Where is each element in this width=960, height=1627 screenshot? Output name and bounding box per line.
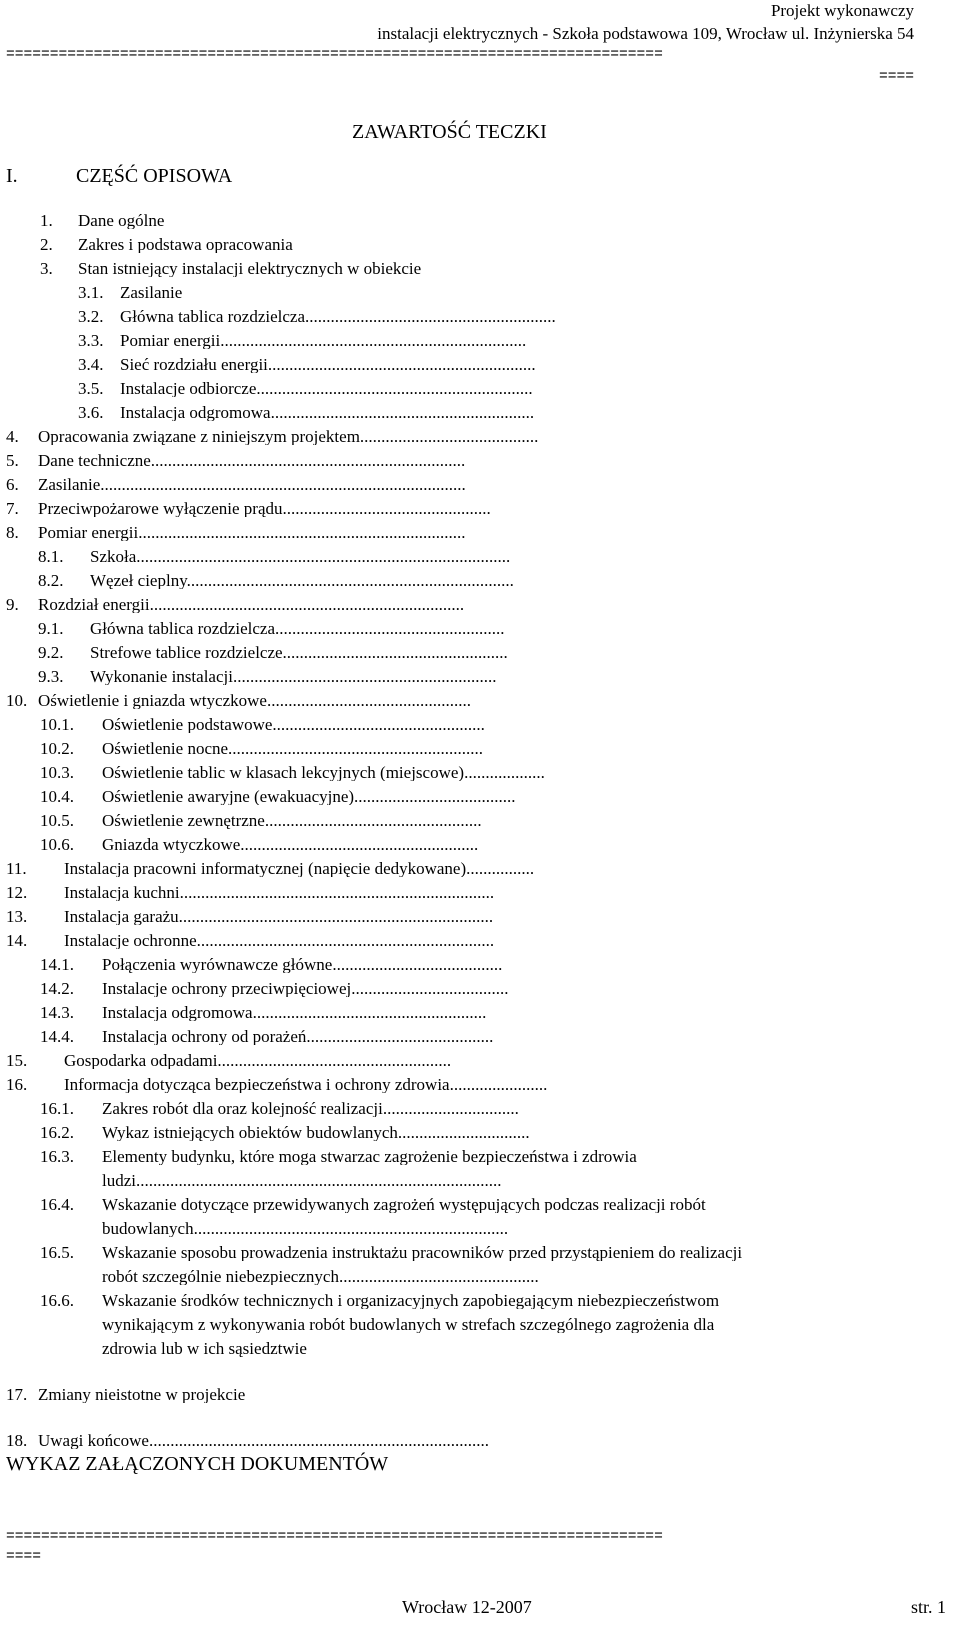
toc-entry-title: Pomiar energii............................................................................. — [38, 524, 466, 541]
toc-entry — [0, 644, 900, 666]
toc-entry-number: 10.5. — [40, 811, 74, 830]
toc-entry — [0, 1220, 900, 1242]
toc-entry-title: Elementy budynku, które moga stwarzac zagrożenie bezpieczeństwa i zdrowia — [102, 1148, 637, 1165]
toc-entry-number: 16.6. — [40, 1291, 74, 1310]
toc-entry-title: Instalacja odgromowa.............................................................. — [120, 404, 535, 421]
toc-entry — [0, 764, 900, 786]
toc-entry-number: 14.3. — [40, 1003, 74, 1022]
page-title: ZAWARTOŚĆ TECZKI — [352, 121, 547, 143]
toc-entry — [0, 884, 900, 906]
toc-entry — [0, 572, 900, 594]
toc-entry-number: 9.1. — [38, 619, 64, 638]
toc-entry — [0, 836, 900, 858]
toc-entry-title: Oświetlenie tablic w klasach lekcyjnych (miejscowe)................... — [102, 764, 545, 781]
toc-entry — [0, 1148, 900, 1170]
toc-entry-title: Oświetlenie podstawowe.................................................. — [102, 716, 485, 733]
toc-entry-number: 3.2. — [78, 307, 104, 326]
toc-entry-title: Szkoła........................................................................................ — [90, 548, 511, 565]
toc-entry-title: Uwagi końcowe................................................................................ — [38, 1432, 489, 1449]
toc-entry-title: budowlanych.......................................................................... — [102, 1220, 509, 1237]
toc-entry-number: 10.3. — [40, 763, 74, 782]
toc-entry — [0, 692, 900, 714]
toc-entry-title: Zakres robót dla oraz kolejność realizacji................................ — [102, 1100, 519, 1117]
toc-entry — [0, 788, 900, 810]
toc-entry-title: Rozdział energii.......................................................................... — [38, 596, 465, 613]
toc-entry — [0, 380, 900, 402]
toc-entry-number: 16.5. — [40, 1243, 74, 1262]
toc-entry — [0, 1100, 900, 1122]
toc-entry — [0, 308, 900, 330]
toc-entry — [0, 932, 900, 954]
toc-entry-number: 10.4. — [40, 787, 74, 806]
toc-entry — [0, 452, 900, 474]
toc-entry-number: 15. — [6, 1051, 28, 1070]
toc-entry-title: Zmiany nieistotne w projekcie — [38, 1386, 246, 1403]
toc-entry — [0, 428, 900, 450]
toc-entry-title: Oświetlenie zewnętrzne................................................... — [102, 812, 482, 829]
toc-entry — [0, 356, 900, 378]
toc-entry-number: 10. — [6, 691, 28, 710]
toc-entry-number: 3.1. — [78, 283, 104, 302]
toc-entry-title: wynikającym z wykonywania robót budowlanych w strefach szczególnego zagrożenia dla — [102, 1316, 715, 1333]
toc-entry-number: 16.1. — [40, 1099, 74, 1118]
toc-entry — [0, 812, 900, 834]
toc-entry — [0, 596, 900, 618]
toc-entry — [0, 1076, 900, 1098]
toc-entry-number: 14.1. — [40, 955, 74, 974]
toc-entry-title: Wskazanie sposobu prowadzenia instruktażu pracowników przed przystąpieniem do realizacji — [102, 1244, 743, 1261]
toc-entry-title: Dane ogólne — [78, 212, 165, 229]
toc-entry-title: Instalacje ochronne...................................................................... — [64, 932, 495, 949]
toc-entry-title: Sieć rozdziału energii............................................................... — [120, 356, 536, 373]
toc-entry-number: 12. — [6, 883, 28, 902]
toc-entry-title: Zasilanie — [120, 284, 183, 301]
footer-place-date: Wrocław 12-2007 — [402, 1597, 532, 1617]
toc-entry-title: Instalacja ochrony od porażeń............................................ — [102, 1028, 494, 1045]
toc-entry-number: 10.6. — [40, 835, 74, 854]
toc-entry-title: Instalacja odgromowa....................................................... — [102, 1004, 487, 1021]
toc-entry — [0, 476, 900, 498]
toc-entry-title: robót szczególnie niebezpiecznych............................................... — [102, 1268, 539, 1285]
toc-entry-number: 2. — [40, 235, 53, 254]
footer-page-number: str. 1 — [910, 1597, 946, 1617]
toc-entry — [0, 548, 900, 570]
toc-entry-title: Wykaz istniejących obiektów budowlanych............................... — [102, 1124, 530, 1141]
toc-entry-number: 7. — [6, 499, 19, 518]
toc-entry — [0, 740, 900, 762]
toc-entry — [0, 1004, 900, 1026]
toc-entry-number: 3.3. — [78, 331, 104, 350]
toc-entry-title: Zakres i podstawa opracowania — [78, 236, 293, 253]
toc-entry-number: 8. — [6, 523, 19, 542]
toc-entry-title: Dane techniczne.......................................................................... — [38, 452, 466, 469]
toc-entry — [0, 500, 900, 522]
section-heading — [0, 166, 600, 190]
toc-entry-title: Instalacja pracowni informatycznej (napięcie dedykowane)................ — [64, 860, 535, 877]
toc-entry-number: 14.4. — [40, 1027, 74, 1046]
toc-entry — [0, 1244, 900, 1266]
toc-entry-number: 4. — [6, 427, 19, 446]
toc-entry-title: ludzi...................................................................................... — [102, 1172, 502, 1189]
toc-entry — [0, 908, 900, 930]
toc-entry-title: Przeciwpożarowe wyłączenie prądu................................................. — [38, 500, 491, 517]
toc-entry — [0, 1028, 900, 1050]
toc-entry — [0, 1292, 900, 1314]
toc-entry-title: Połączenia wyrównawcze główne........................................ — [102, 956, 503, 973]
toc-entry — [0, 1196, 900, 1218]
toc-entry — [0, 956, 900, 978]
toc-entry-number: 16. — [6, 1075, 28, 1094]
toc-entry — [0, 1124, 900, 1146]
toc-entry — [0, 980, 900, 1002]
toc-entry-number: 3.4. — [78, 355, 104, 374]
toc-entry — [0, 284, 900, 306]
toc-entry-number: 11. — [6, 859, 27, 878]
toc-entry-number: 1. — [40, 211, 53, 230]
toc-entry — [0, 1172, 900, 1194]
toc-entry — [0, 1316, 900, 1338]
toc-entry — [0, 620, 900, 642]
toc-entry-title: Oświetlenie awaryjne (ewakuacyjne)...................................... — [102, 788, 516, 805]
toc-entry — [0, 404, 900, 426]
toc-entry — [0, 668, 900, 690]
toc-entry — [0, 236, 900, 258]
toc-entry-title: Wskazanie dotyczące przewidywanych zagrożeń występujących podczas realizacji robót — [102, 1196, 706, 1213]
header-project-type: Projekt wykonawczy — [770, 1, 914, 20]
header-project-title: instalacji elektrycznych - Szkoła podstawowa 109, Wrocław ul. Inżynierska 54 — [377, 24, 914, 43]
toc-entry-number: 16.3. — [40, 1147, 74, 1166]
toc-entry-title: Gniazda wtyczkowe........................................................ — [102, 836, 479, 853]
toc-entry — [0, 860, 900, 882]
toc-entry — [0, 1432, 900, 1454]
toc-entry-title: Instalacja kuchni.......................................................................... — [64, 884, 495, 901]
toc-entry-title: Informacja dotycząca bezpieczeństwa i ochrony zdrowia....................... — [64, 1076, 548, 1093]
footer-rule-tail: ==== — [6, 1549, 42, 1565]
toc-entry-number: 8.2. — [38, 571, 64, 590]
toc-entry-title: Instalacja garażu.......................................................................... — [64, 908, 494, 925]
toc-entry-title: Instalacje ochrony przeciwpięciowej..................................... — [102, 980, 509, 997]
toc-entry — [0, 1052, 900, 1074]
toc-entry — [0, 332, 900, 354]
toc-entry-title: Główna tablica rozdzielcza........................................................... — [120, 308, 556, 325]
header-rule: =========================================================================== — [6, 47, 663, 63]
toc-entry-number: 16.4. — [40, 1195, 74, 1214]
toc-entry-number: 8.1. — [38, 547, 64, 566]
toc-entry — [0, 212, 900, 234]
toc-entry-number: 14.2. — [40, 979, 74, 998]
toc-entry-number: 10.1. — [40, 715, 74, 734]
toc-entry-number: 6. — [6, 475, 19, 494]
toc-entry-title: Pomiar energii........................................................................ — [120, 332, 527, 349]
toc-entry-title: Gospodarka odpadami....................................................... — [64, 1052, 452, 1069]
toc-entry-title: Stan istniejący instalacji elektrycznych w obiekcie — [78, 260, 422, 277]
attached-documents-heading: WYKAZ ZAŁĄCZONYCH DOKUMENTÓW — [6, 1453, 389, 1475]
toc-entry — [0, 524, 900, 546]
toc-entry-title: Strefowe tablice rozdzielcze..................................................... — [90, 644, 508, 661]
toc-entry-title: zdrowia lub w ich sąsiedztwie — [102, 1340, 307, 1357]
toc-entry — [0, 1340, 900, 1362]
toc-entry-number: 18. — [6, 1431, 28, 1450]
toc-entry-number: 9. — [6, 595, 19, 614]
section-number: I. — [6, 165, 18, 187]
toc-entry-number: 9.2. — [38, 643, 64, 662]
toc-entry-title: Zasilanie...................................................................................... — [38, 476, 466, 493]
toc-entry-title: Oświetlenie i gniazda wtyczkowe................................................ — [38, 692, 471, 709]
toc-entry-title: Oświetlenie nocne............................................................ — [102, 740, 484, 757]
toc-entry — [0, 260, 900, 282]
toc-entry-number: 14. — [6, 931, 28, 950]
toc-entry — [0, 1386, 900, 1408]
toc-entry-number: 3.5. — [78, 379, 104, 398]
toc-entry-number: 10.2. — [40, 739, 74, 758]
toc-entry-title: Główna tablica rozdzielcza...................................................... — [90, 620, 505, 637]
toc-entry-number: 9.3. — [38, 667, 64, 686]
toc-entry — [0, 716, 900, 738]
toc-entry-number: 3.6. — [78, 403, 104, 422]
toc-entry-number: 16.2. — [40, 1123, 74, 1142]
toc-entry-number: 5. — [6, 451, 19, 470]
header-rule-tail: ==== — [878, 69, 914, 85]
footer-rule: =========================================================================== — [6, 1529, 663, 1545]
toc-entry — [0, 1268, 900, 1290]
toc-entry-number: 17. — [6, 1385, 28, 1404]
toc-entry-title: Węzeł cieplny............................................................................. — [90, 572, 514, 589]
section-label: CZĘŚĆ OPISOWA — [76, 165, 233, 187]
toc-entry-number: 13. — [6, 907, 28, 926]
toc-entry-title: Opracowania związane z niniejszym projektem.......................................... — [38, 428, 539, 445]
toc-entry-number: 3. — [40, 259, 53, 278]
toc-entry-title: Wskazanie środków technicznych i organizacyjnych zapobiegającym niebezpieczeństwom — [102, 1292, 720, 1309]
toc-entry-title: Instalacje odbiorcze................................................................. — [120, 380, 533, 397]
toc-entry-title: Wykonanie instalacji.............................................................. — [90, 668, 497, 685]
